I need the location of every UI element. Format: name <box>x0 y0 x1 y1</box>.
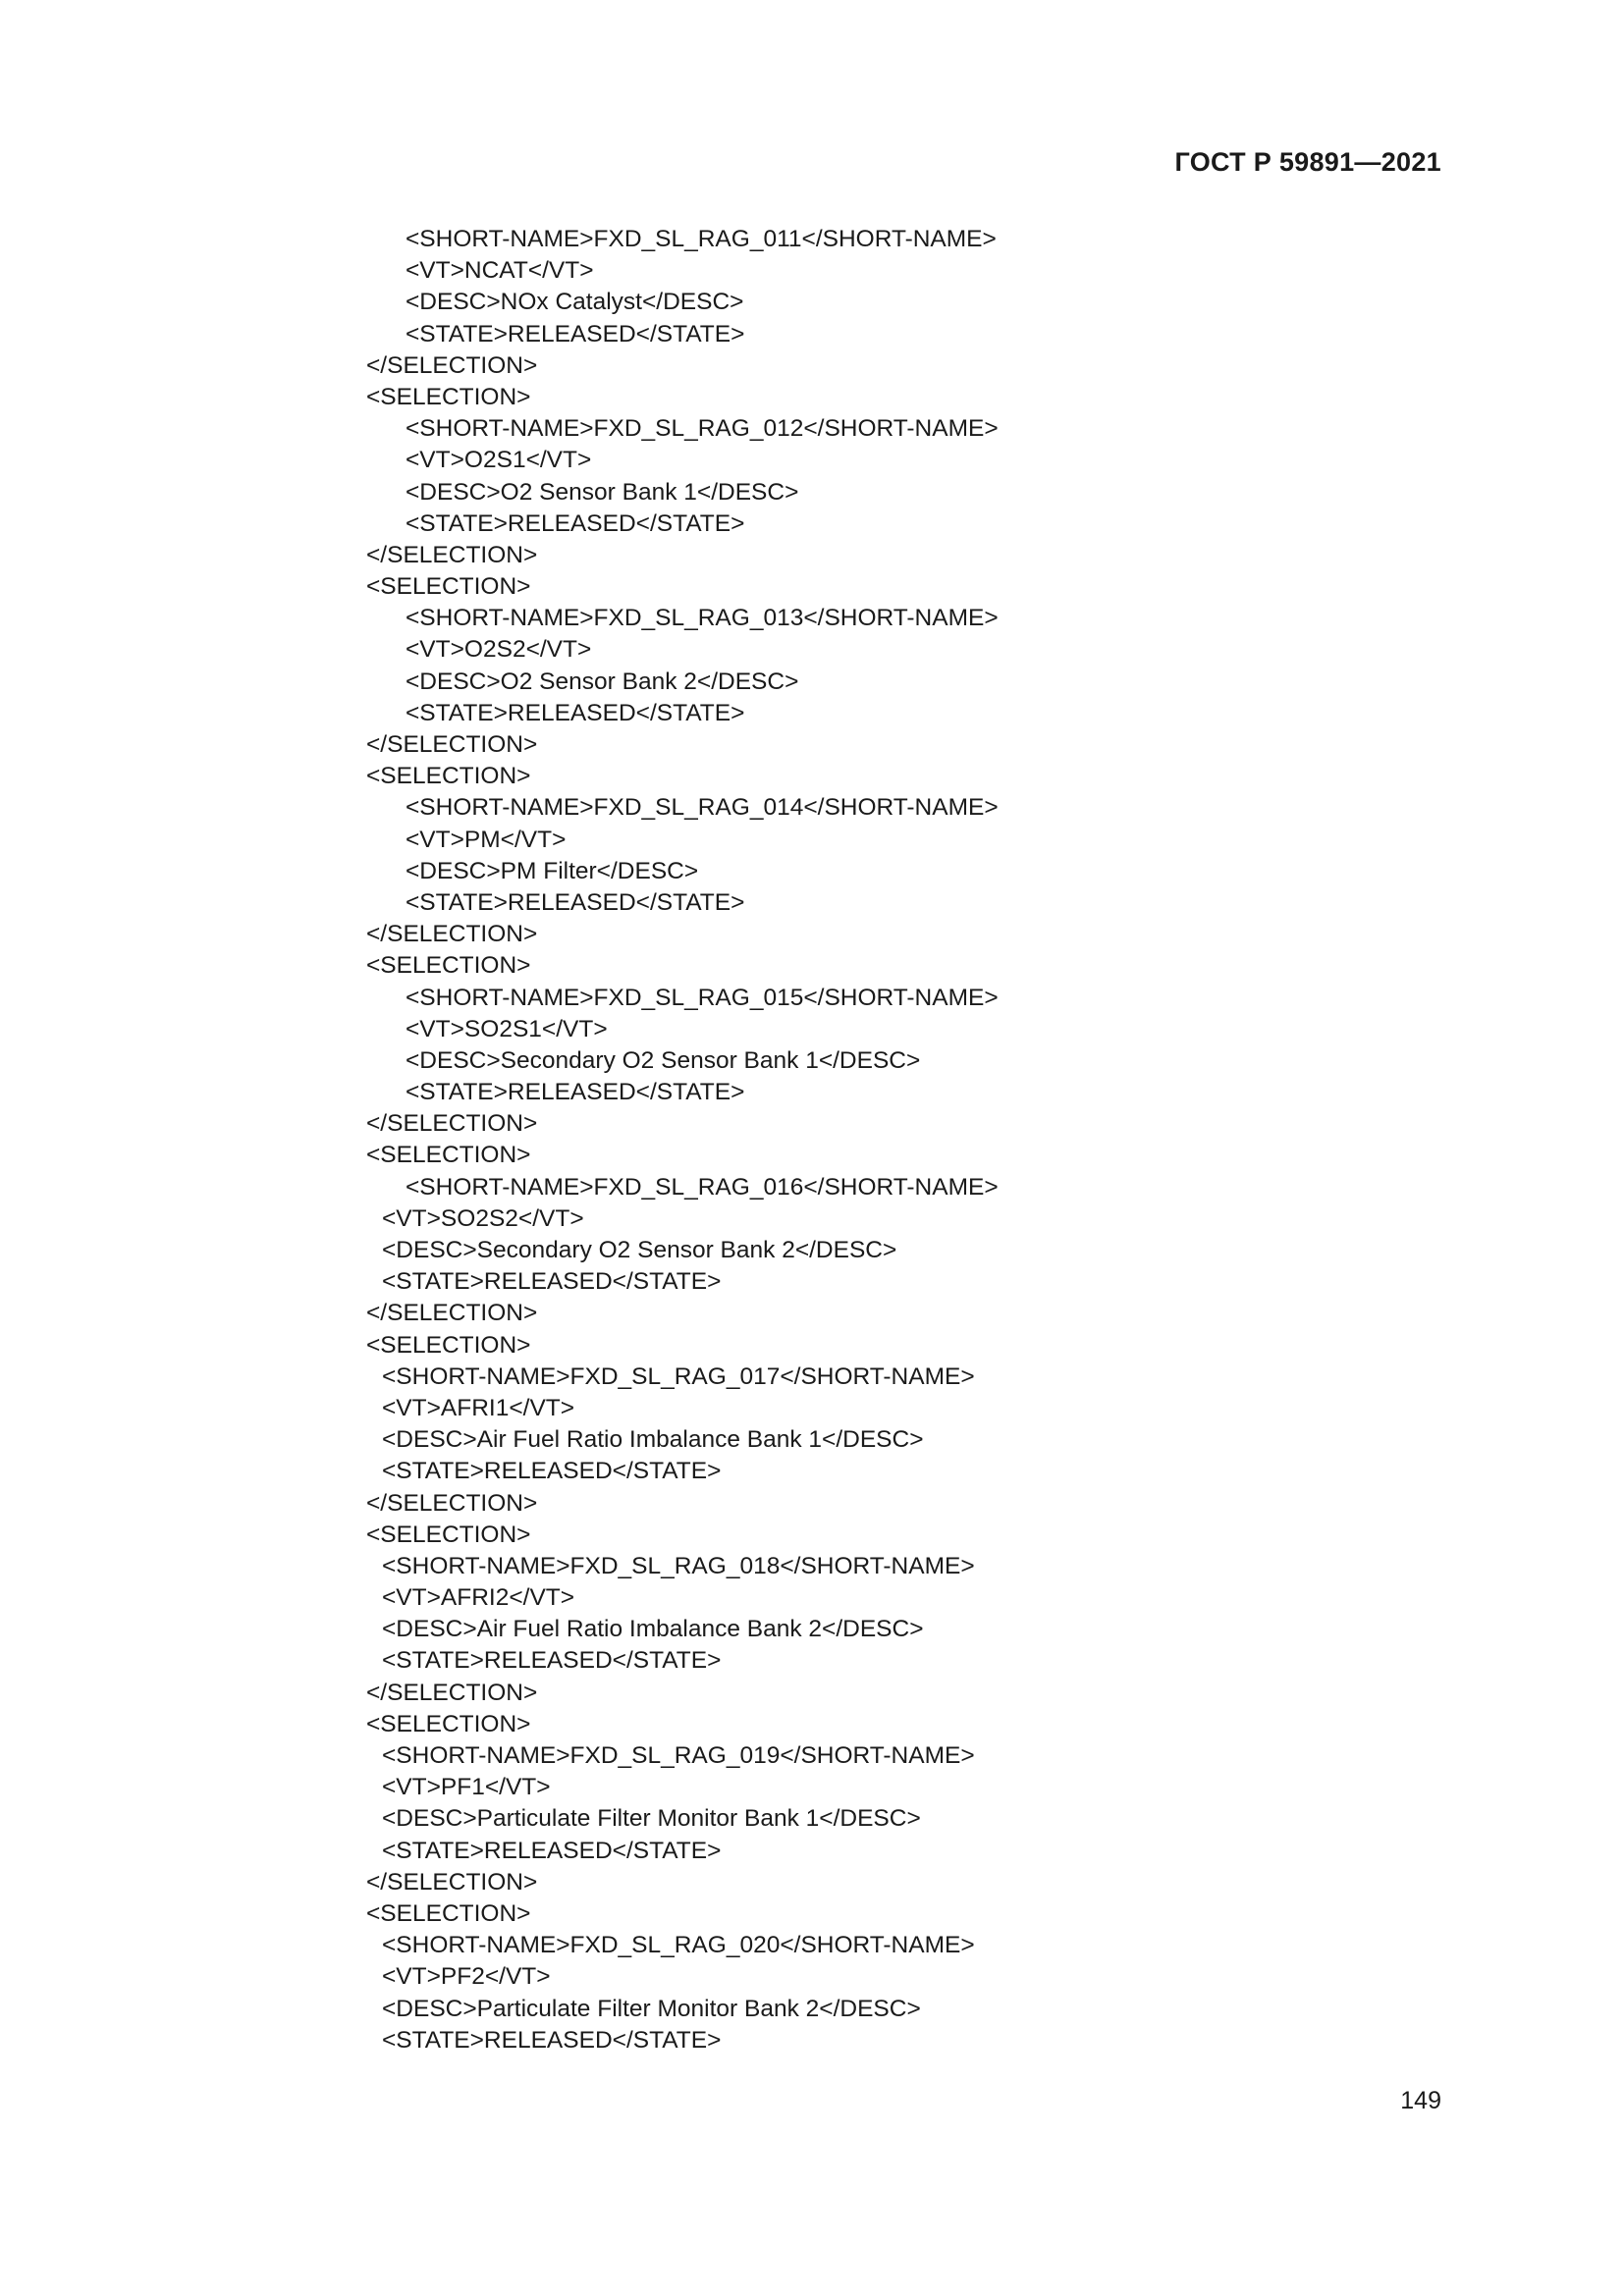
code-line: </SELECTION> <box>366 351 538 379</box>
code-line: <VT>AFRI1</VT> <box>382 1394 575 1421</box>
code-line: <STATE>RELEASED</STATE> <box>406 888 745 916</box>
code-line: <SELECTION> <box>366 573 531 601</box>
code-line: <SELECTION> <box>366 952 531 980</box>
code-line: <STATE>RELEASED</STATE> <box>406 699 745 726</box>
code-line: </SELECTION> <box>366 731 538 758</box>
code-line: <SELECTION> <box>366 1710 531 1737</box>
code-line: <DESC>Secondary O2 Sensor Bank 2</DESC> <box>382 1237 897 1263</box>
code-line: <STATE>RELEASED</STATE> <box>406 320 745 347</box>
code-line: <SHORT-NAME>FXD_SL_RAG_014</SHORT-NAME> <box>406 794 999 822</box>
code-line: <SHORT-NAME>FXD_SL_RAG_013</SHORT-NAME> <box>406 605 999 632</box>
code-line: <VT>SO2S2</VT> <box>382 1204 584 1232</box>
code-line: </SELECTION> <box>366 1679 538 1706</box>
code-line: <VT>O2S1</VT> <box>406 447 592 474</box>
code-line: <STATE>RELEASED</STATE> <box>382 2026 722 2054</box>
code-line: <SHORT-NAME>FXD_SL_RAG_011</SHORT-NAME> <box>406 226 997 252</box>
code-line: <SELECTION> <box>366 1331 531 1359</box>
code-line: <DESC>NOx Catalyst</DESC> <box>406 289 744 316</box>
code-line: <STATE>RELEASED</STATE> <box>406 509 745 537</box>
code-line: <SELECTION> <box>366 763 531 790</box>
code-line: <STATE>RELEASED</STATE> <box>382 1647 722 1675</box>
code-line: <SHORT-NAME>FXD_SL_RAG_019</SHORT-NAME> <box>382 1742 975 1769</box>
code-line: <DESC>PM Filter</DESC> <box>406 857 699 884</box>
code-line: <VT>PF1</VT> <box>382 1774 551 1801</box>
code-line: <SHORT-NAME>FXD_SL_RAG_015</SHORT-NAME> <box>406 984 999 1011</box>
code-line: <SELECTION> <box>366 383 531 410</box>
code-line: <VT>SO2S1</VT> <box>406 1015 608 1042</box>
code-line: </SELECTION> <box>366 1489 538 1517</box>
code-line: <VT>PF2</VT> <box>382 1963 551 1991</box>
document-header <box>1174 147 1441 178</box>
code-line: <STATE>RELEASED</STATE> <box>406 1079 745 1106</box>
code-line: <DESC>Secondary O2 Sensor Bank 1</DESC> <box>406 1046 921 1074</box>
code-line: <VT>NCAT</VT> <box>406 257 594 285</box>
standard-designation: ГОСТ Р 59891—2021 <box>1174 147 1441 177</box>
code-line: <SELECTION> <box>366 1142 531 1169</box>
code-line: <DESC>Air Fuel Ratio Imbalance Bank 2</DESC> <box>382 1616 924 1643</box>
code-line: <SHORT-NAME>FXD_SL_RAG_017</SHORT-NAME> <box>382 1362 975 1390</box>
code-line: <VT>PM</VT> <box>406 826 567 853</box>
code-line: <DESC>Particulate Filter Monitor Bank 2</DESC> <box>382 1995 921 2022</box>
code-line: <STATE>RELEASED</STATE> <box>382 1268 722 1296</box>
code-line: <DESC>Particulate Filter Monitor Bank 1</DESC> <box>382 1805 921 1833</box>
code-line: </SELECTION> <box>366 1300 538 1327</box>
xml-code-listing <box>366 224 1446 2056</box>
code-line: <SHORT-NAME>FXD_SL_RAG_018</SHORT-NAME> <box>382 1552 975 1579</box>
code-line: <DESC>Air Fuel Ratio Imbalance Bank 1</DESC> <box>382 1426 924 1454</box>
code-line: <DESC>O2 Sensor Bank 1</DESC> <box>406 478 799 506</box>
code-line: <SELECTION> <box>366 1521 531 1548</box>
code-line: <SHORT-NAME>FXD_SL_RAG_012</SHORT-NAME> <box>406 415 999 443</box>
code-line: </SELECTION> <box>366 1110 538 1138</box>
code-line: <SHORT-NAME>FXD_SL_RAG_020</SHORT-NAME> <box>382 1932 975 1959</box>
code-line: <DESC>O2 Sensor Bank 2</DESC> <box>406 667 799 695</box>
page-number: 149 <box>1400 2087 1441 2114</box>
code-line: <STATE>RELEASED</STATE> <box>382 1458 722 1485</box>
code-line: <VT>AFRI2</VT> <box>382 1584 575 1612</box>
code-line: <SELECTION> <box>366 1899 531 1927</box>
code-line: </SELECTION> <box>366 921 538 948</box>
code-line: <SHORT-NAME>FXD_SL_RAG_016</SHORT-NAME> <box>406 1173 999 1201</box>
code-line: </SELECTION> <box>366 541 538 568</box>
code-line: <VT>O2S2</VT> <box>406 636 592 664</box>
code-line: </SELECTION> <box>366 1868 538 1896</box>
code-line: <STATE>RELEASED</STATE> <box>382 1837 722 1864</box>
